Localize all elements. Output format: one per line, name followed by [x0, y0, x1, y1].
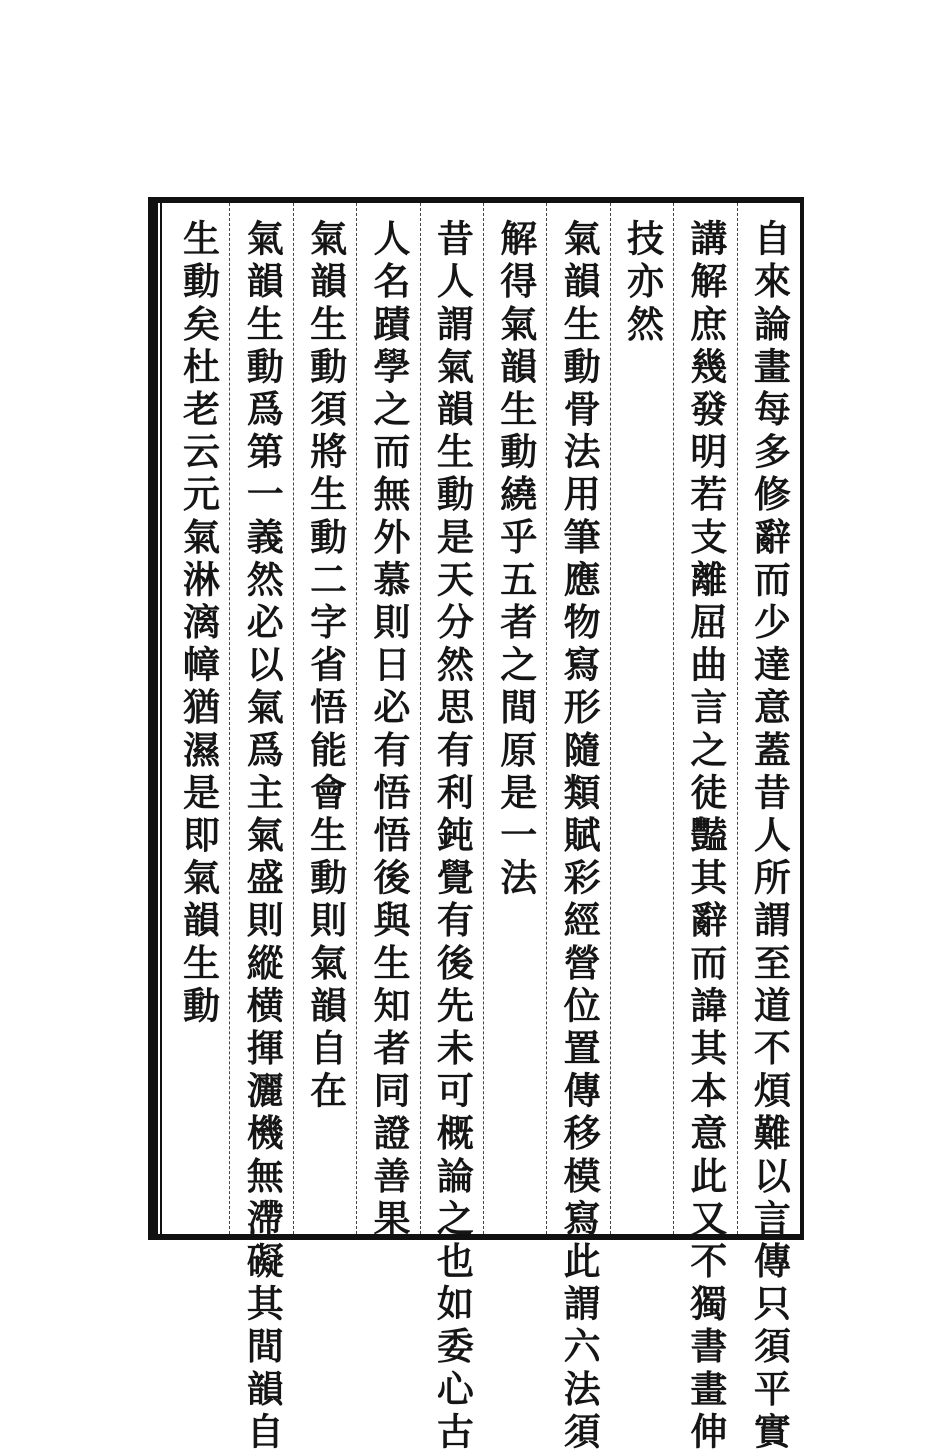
column-text: 人名蹟學之而無外慕則日必有悟悟後與生知者同證善果 — [366, 219, 411, 1242]
text-column — [546, 203, 609, 1454]
text-columns — [170, 203, 800, 1454]
text-column — [420, 203, 483, 1454]
text-column — [737, 203, 800, 1454]
column-text: 氣韻生動爲第一義然必以氣爲主氣盛則縱横揮灑機無滯礙其間韻自 — [240, 219, 285, 1454]
text-column — [483, 203, 546, 1234]
column-text: 氣韻生動須將生動二字省悟能會生動則氣韻自在 — [303, 219, 348, 1114]
text-frame — [148, 197, 804, 1454]
column-text: 生動矣杜老云元氣淋漓幛猶濕是即氣韻生動 — [176, 219, 221, 1029]
column-text: 解得氣韻生動繞乎五者之間原是一法 — [493, 219, 538, 901]
column-text: 氣韻生動骨法用筆應物寫形隨類賦彩經營位置傳移模寫此謂六法須 — [557, 219, 602, 1454]
text-column — [673, 203, 736, 1454]
text-column — [229, 203, 292, 1454]
column-text: 講解庶幾發明若支離屈曲言之徒豔其辭而諱其本意此又不獨書畫伸 — [683, 219, 728, 1454]
column-text: 技亦然 — [620, 219, 665, 347]
text-column — [293, 203, 356, 1234]
text-column — [610, 203, 673, 1234]
column-text: 自來論畫每多修辭而少達意蓋昔人所謂至道不煩難以言傳只須平實 — [747, 219, 792, 1454]
column-text: 昔人謂氣韻生動是天分然思有利鈍覺有後先未可概論之也如委心古 — [430, 219, 475, 1454]
text-column — [356, 203, 419, 1242]
text-column — [166, 203, 229, 1234]
